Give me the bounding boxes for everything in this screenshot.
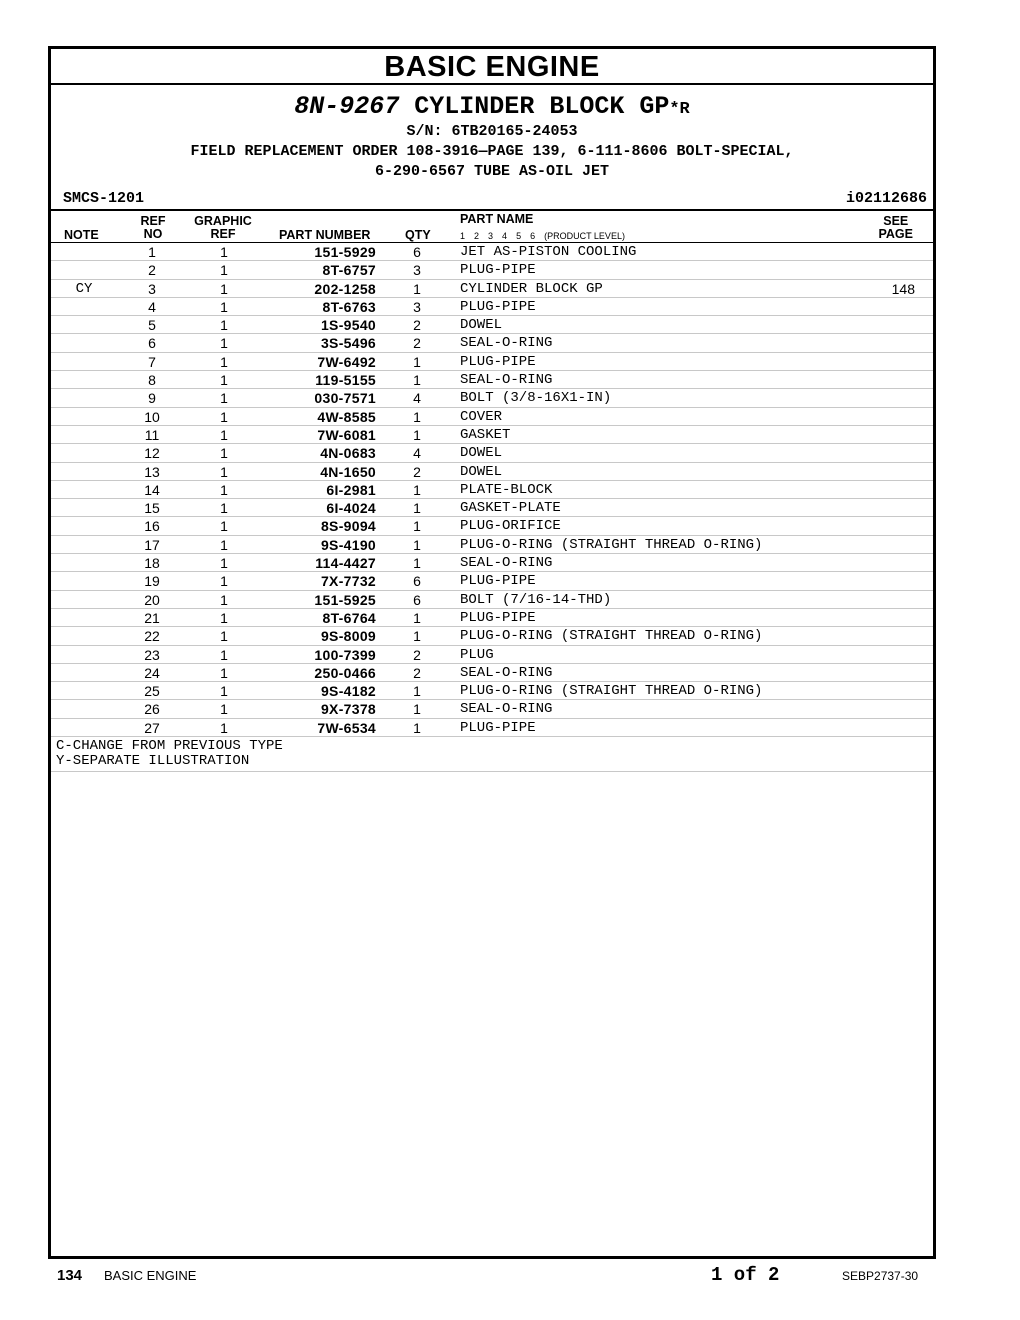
cell-graphic-ref: 1 [220, 408, 228, 425]
cell-qty: 1 [413, 426, 421, 443]
header-product-level [460, 230, 625, 243]
cell-part-number: 7W-6534 [317, 719, 376, 736]
table-row [51, 353, 933, 371]
header-ref-no [139, 215, 167, 241]
footer-document-number: SEBP2737-30 [842, 1269, 919, 1283]
table-row [51, 463, 933, 481]
illustration-id: i02112686 [845, 190, 927, 207]
cell-graphic-ref: 1 [220, 298, 228, 315]
cell-part-name: PLUG-O-RING (STRAIGHT THREAD O-RING) [460, 628, 763, 645]
cell-part-name: PLUG-O-RING (STRAIGHT THREAD O-RING) [460, 536, 763, 553]
cell-part-number: 250-0466 [314, 664, 376, 681]
cell-part-number: 8T-6757 [322, 262, 376, 279]
cell-graphic-ref: 1 [220, 445, 228, 462]
cell-part-name: PLUG-PIPE [460, 573, 536, 590]
cell-part-name: JET AS-PISTON COOLING [460, 244, 637, 260]
cell-part-number: 9S-4182 [320, 683, 376, 700]
table-row [51, 280, 933, 298]
cell-qty: 2 [413, 664, 421, 681]
table-row [51, 591, 933, 609]
cell-ref-no: 1 [148, 244, 156, 260]
cell-part-number: 4N-1650 [320, 463, 376, 480]
cell-part-name: COVER [460, 408, 503, 425]
header-graphic-top: GRAPHIC [194, 214, 252, 228]
cell-ref-no: 12 [144, 445, 160, 462]
cell-ref-no: 6 [148, 335, 156, 352]
cell-ref-no: 14 [144, 481, 160, 498]
header-see-page [879, 215, 914, 241]
header-note: NOTE [64, 228, 99, 242]
cell-part-name: PLUG [460, 646, 494, 663]
cell-graphic-ref: 1 [220, 280, 228, 297]
cell-ref-no: 2 [148, 262, 156, 279]
cell-qty: 1 [413, 719, 421, 736]
parts-table-body [51, 243, 933, 737]
cell-part-number: 151-5929 [314, 244, 376, 260]
cell-part-number: 151-5925 [314, 591, 376, 608]
cell-part-name: BOLT (7/16-14-THD) [460, 591, 612, 608]
cell-ref-no: 3 [148, 280, 156, 297]
footer-page-number: 134 [57, 1267, 83, 1284]
cell-part-name: SEAL-O-RING [460, 372, 553, 389]
cell-ref-no: 19 [144, 573, 160, 590]
cell-graphic-ref: 1 [220, 353, 228, 370]
cell-part-name: PLUG-PIPE [460, 719, 536, 736]
cell-qty: 1 [413, 683, 421, 700]
cell-graphic-ref: 1 [220, 628, 228, 645]
cell-graphic-ref: 1 [220, 646, 228, 663]
group-suffix: *R [669, 100, 690, 119]
cell-qty: 1 [413, 500, 421, 517]
cell-graphic-ref: 1 [220, 481, 228, 498]
section-title: BASIC ENGINE [51, 49, 933, 85]
cell-qty: 1 [413, 372, 421, 389]
table-row [51, 664, 933, 682]
cell-part-number: 6I-4024 [326, 500, 376, 517]
cell-qty: 6 [413, 244, 421, 260]
cell-ref-no: 9 [148, 390, 156, 407]
cell-part-number: 9X-7378 [320, 701, 376, 718]
table-row [51, 371, 933, 389]
cell-part-number: 7W-6081 [317, 426, 376, 443]
cell-qty: 1 [413, 408, 421, 425]
cell-part-name: SEAL-O-RING [460, 335, 553, 352]
cell-part-name: PLUG-PIPE [460, 353, 536, 370]
cell-qty: 3 [413, 262, 421, 279]
level-6: 6 [530, 231, 536, 241]
header-ref-top: REF [140, 214, 166, 228]
cell-qty: 6 [413, 591, 421, 608]
cell-ref-no: 7 [148, 353, 156, 370]
cell-part-number: 202-1258 [314, 280, 376, 297]
cell-qty: 2 [413, 317, 421, 334]
cell-qty: 4 [413, 445, 421, 462]
table-row [51, 499, 933, 517]
cell-part-number: 114-4427 [315, 555, 376, 572]
column-headers [51, 211, 933, 243]
cell-qty: 1 [413, 353, 421, 370]
table-row [51, 700, 933, 718]
cell-graphic-ref: 1 [220, 701, 228, 718]
note-change: C-CHANGE FROM PREVIOUS TYPE [56, 738, 283, 755]
cell-see-page: 148 [891, 280, 915, 297]
header-qty: QTY [405, 228, 431, 242]
cell-note: CY [75, 280, 93, 297]
header-part-number: PART NUMBER [279, 228, 371, 242]
cell-qty: 6 [413, 573, 421, 590]
parts-page-frame [48, 46, 936, 1259]
header-part-name: PART NAME [460, 212, 534, 226]
cell-part-number: 8S-9094 [320, 518, 376, 535]
cell-graphic-ref: 1 [220, 719, 228, 736]
cell-part-name: SEAL-O-RING [460, 701, 553, 718]
cell-graphic-ref: 1 [220, 573, 228, 590]
footer-sheet: 1 of 2 [711, 1264, 780, 1286]
cell-part-name: PLUG-PIPE [460, 609, 536, 626]
cell-qty: 1 [413, 609, 421, 626]
level-label: (PRODUCT LEVEL) [544, 231, 625, 241]
header-see-top: SEE [883, 214, 909, 228]
cell-ref-no: 16 [144, 518, 160, 535]
cell-graphic-ref: 1 [220, 500, 228, 517]
cell-graphic-ref: 1 [220, 390, 228, 407]
cell-qty: 1 [413, 518, 421, 535]
table-row [51, 298, 933, 316]
cell-qty: 1 [413, 280, 421, 297]
header-ref-bottom: NO [143, 227, 163, 241]
cell-ref-no: 17 [144, 536, 160, 553]
cell-part-number: 4N-0683 [320, 445, 376, 462]
cell-qty: 2 [413, 646, 421, 663]
table-row [51, 536, 933, 554]
cell-part-number: 9S-8009 [320, 628, 376, 645]
cell-qty: 2 [413, 463, 421, 480]
cell-graphic-ref: 1 [220, 335, 228, 352]
header-see-bottom: PAGE [878, 227, 913, 241]
group-header [51, 85, 933, 211]
cell-part-number: 119-5155 [315, 372, 376, 389]
cell-part-name: DOWEL [460, 463, 503, 480]
cell-part-name: SEAL-O-RING [460, 555, 553, 572]
cell-graphic-ref: 1 [220, 683, 228, 700]
cell-part-name: PLUG-O-RING (STRAIGHT THREAD O-RING) [460, 683, 763, 700]
cell-graphic-ref: 1 [220, 609, 228, 626]
cell-ref-no: 4 [148, 298, 156, 315]
cell-graphic-ref: 1 [220, 426, 228, 443]
table-row [51, 572, 933, 590]
cell-ref-no: 15 [144, 500, 160, 517]
level-3: 3 [488, 231, 494, 241]
footer-section: BASIC ENGINE [104, 1268, 197, 1283]
cell-ref-no: 11 [144, 426, 160, 443]
cell-graphic-ref: 1 [220, 244, 228, 260]
group-title [51, 92, 933, 125]
cell-part-number: 8T-6764 [322, 609, 376, 626]
cell-part-name: PLUG-PIPE [460, 262, 536, 279]
cell-ref-no: 24 [144, 664, 160, 681]
table-row [51, 243, 933, 261]
cell-part-number: 8T-6763 [322, 298, 376, 315]
level-4: 4 [502, 231, 508, 241]
level-1: 1 [460, 231, 466, 241]
cell-part-name: BOLT (3/8-16X1-IN) [460, 390, 612, 407]
cell-part-number: 3S-5496 [320, 335, 376, 352]
cell-ref-no: 20 [144, 591, 160, 608]
cell-graphic-ref: 1 [220, 664, 228, 681]
note-separate-illustration: Y-SEPARATE ILLUSTRATION [56, 753, 250, 770]
table-row [51, 261, 933, 279]
cell-part-name: PLATE-BLOCK [460, 481, 553, 498]
header-graphic-ref [191, 215, 255, 241]
cell-graphic-ref: 1 [220, 463, 228, 480]
cell-qty: 1 [413, 555, 421, 572]
cell-ref-no: 27 [144, 719, 160, 736]
cell-ref-no: 22 [144, 628, 160, 645]
cell-part-name: PLUG-PIPE [460, 298, 536, 315]
field-replacement-line-2: 6-290-6567 TUBE AS-OIL JET [374, 163, 610, 180]
cell-part-number: 030-7571 [314, 390, 376, 407]
cell-part-name: PLUG-ORIFICE [460, 518, 561, 535]
table-row [51, 682, 933, 700]
cell-ref-no: 18 [144, 555, 160, 572]
cell-ref-no: 21 [144, 609, 160, 626]
cell-qty: 1 [413, 481, 421, 498]
cell-part-number: 1S-9540 [320, 317, 376, 334]
cell-qty: 4 [413, 390, 421, 407]
table-row [51, 481, 933, 499]
cell-ref-no: 5 [148, 317, 156, 334]
cell-part-number: 100-7399 [314, 646, 376, 663]
smcs-code: SMCS-1201 [63, 190, 145, 207]
cell-graphic-ref: 1 [220, 518, 228, 535]
cell-qty: 1 [413, 536, 421, 553]
cell-part-name: GASKET-PLATE [460, 500, 561, 517]
cell-ref-no: 8 [148, 372, 156, 389]
cell-graphic-ref: 1 [220, 372, 228, 389]
table-row [51, 389, 933, 407]
table-row [51, 426, 933, 444]
table-row [51, 646, 933, 664]
table-row [51, 609, 933, 627]
cell-part-number: 4W-8585 [317, 408, 376, 425]
header-graphic-bottom: REF [210, 227, 236, 241]
cell-part-number: 9S-4190 [320, 536, 376, 553]
table-row [51, 316, 933, 334]
cell-qty: 2 [413, 335, 421, 352]
group-part-number: 8N-9267 [294, 92, 400, 121]
table-row [51, 719, 933, 737]
cell-graphic-ref: 1 [220, 317, 228, 334]
cell-graphic-ref: 1 [220, 555, 228, 572]
cell-part-name: DOWEL [460, 445, 503, 462]
cell-graphic-ref: 1 [220, 591, 228, 608]
cell-ref-no: 23 [144, 646, 160, 663]
table-row [51, 334, 933, 352]
table-row [51, 517, 933, 535]
table-row [51, 554, 933, 572]
level-2: 2 [474, 231, 480, 241]
cell-part-number: 7W-6492 [317, 353, 376, 370]
cell-part-name: DOWEL [460, 317, 503, 334]
table-row [51, 627, 933, 645]
cell-part-number: 7X-7732 [320, 573, 376, 590]
table-row [51, 444, 933, 462]
field-replacement-line-1: FIELD REPLACEMENT ORDER 108-3916—PAGE 139, 6-111-8606 BOLT-SPECIAL, [190, 143, 794, 160]
serial-number: S/N: 6TB20165-24053 [406, 123, 578, 140]
level-5: 5 [516, 231, 522, 241]
cell-qty: 1 [413, 628, 421, 645]
cell-part-name: CYLINDER BLOCK GP [460, 280, 603, 297]
notes-legend [51, 737, 933, 772]
cell-graphic-ref: 1 [220, 536, 228, 553]
cell-ref-no: 25 [144, 683, 160, 700]
cell-graphic-ref: 1 [220, 262, 228, 279]
cell-qty: 1 [413, 701, 421, 718]
cell-part-name: GASKET [460, 426, 511, 443]
cell-ref-no: 26 [144, 701, 160, 718]
table-row [51, 408, 933, 426]
cell-ref-no: 13 [144, 463, 160, 480]
cell-part-number: 6I-2981 [326, 481, 376, 498]
cell-ref-no: 10 [144, 408, 160, 425]
group-name: CYLINDER BLOCK GP [414, 92, 670, 121]
cell-part-name: SEAL-O-RING [460, 664, 553, 681]
cell-qty: 3 [413, 298, 421, 315]
page-footer [0, 1266, 1020, 1290]
